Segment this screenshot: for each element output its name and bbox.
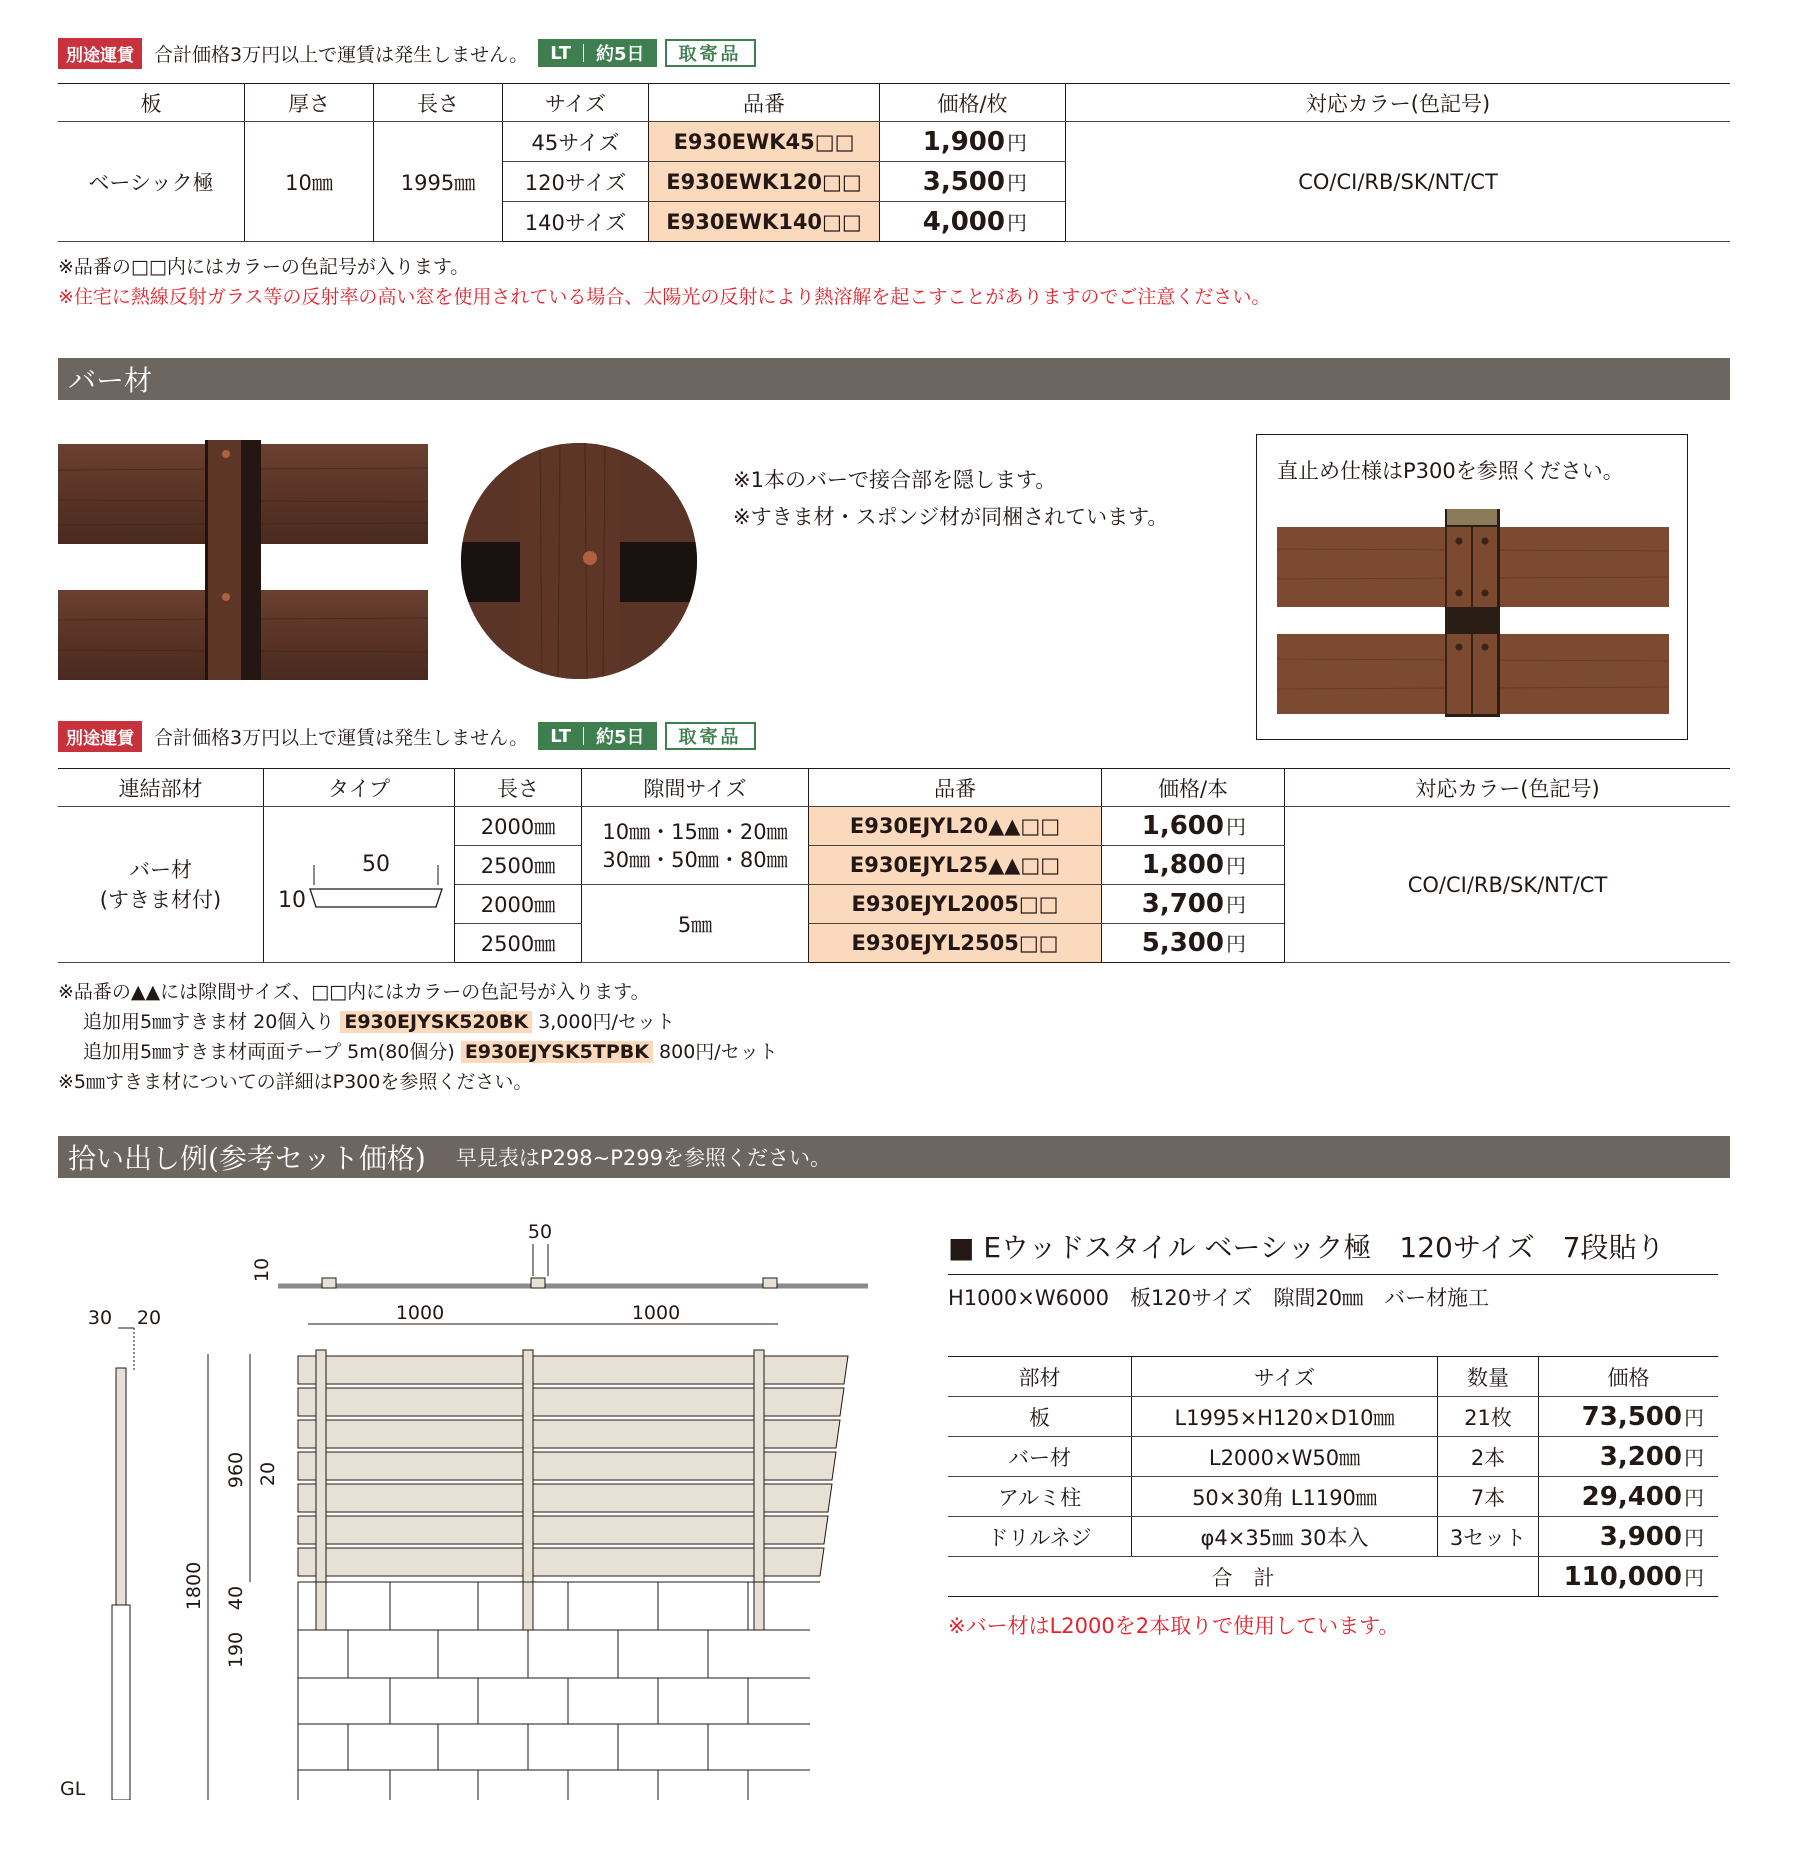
size-cell: 120サイズ bbox=[503, 162, 649, 202]
tape-line bbox=[58, 1037, 778, 1067]
size-cell: L1995×H120×D10㎜ bbox=[1132, 1397, 1438, 1437]
len-cell: 2500㎜ bbox=[455, 924, 582, 963]
lt-days: 約5日 bbox=[596, 727, 645, 748]
board-length: 1995㎜ bbox=[374, 122, 503, 242]
th-price: 価格 bbox=[1539, 1357, 1719, 1397]
gap-cell-5mm: 5㎜ bbox=[582, 885, 809, 963]
tape-label: 追加用5㎜すきま材両面テープ 5m(80個分) bbox=[83, 1041, 455, 1063]
example-title: ■ Eウッドスタイル ベーシック極 120サイズ 7段貼り bbox=[948, 1226, 1718, 1275]
size-cell: 140サイズ bbox=[503, 202, 649, 242]
size-cell: φ4×35㎜ 30本入 bbox=[1132, 1517, 1438, 1557]
code-cell: E930EJYL2505□□ bbox=[809, 924, 1102, 963]
lt-label: LT bbox=[550, 42, 572, 64]
direct-mount-photo bbox=[1277, 509, 1669, 717]
section-example-header bbox=[58, 1136, 1730, 1178]
dim-10-top: 10 bbox=[251, 1257, 273, 1283]
section-example-sub: 早見表はP298~P299を参照ください。 bbox=[455, 1146, 831, 1170]
bar-name-1: バー材 bbox=[129, 857, 192, 882]
total-price: 110,000 円 bbox=[1539, 1557, 1719, 1597]
code-cell: E930EWK120□□ bbox=[649, 162, 880, 202]
bar-colors: CO/CI/RB/SK/NT/CT bbox=[1285, 807, 1731, 963]
size-cell: L2000×W50㎜ bbox=[1132, 1437, 1438, 1477]
shipping-fee-badge: 別途運賃 bbox=[58, 721, 142, 752]
price-cell: 3,900 円 bbox=[1539, 1517, 1719, 1557]
dim-40: 40 bbox=[225, 1585, 247, 1611]
len-cell: 2000㎜ bbox=[455, 885, 582, 924]
gap-line-2: 30㎜・50㎜・80㎜ bbox=[602, 847, 788, 872]
board-thickness: 10㎜ bbox=[245, 122, 374, 242]
qty-cell: 7本 bbox=[1438, 1477, 1539, 1517]
th-code: 品番 bbox=[649, 84, 880, 122]
code-cell: E930EJYL25▲▲□□ bbox=[809, 846, 1102, 885]
qty-cell: 2本 bbox=[1438, 1437, 1539, 1477]
note-color-code: ※品番の□□内にはカラーの色記号が入ります。 bbox=[58, 256, 470, 278]
dim-1000-b: 1000 bbox=[631, 1302, 681, 1324]
dim-20: 20 bbox=[136, 1307, 162, 1329]
len-cell: 2500㎜ bbox=[455, 846, 582, 885]
part-cell: アルミ柱 bbox=[948, 1477, 1132, 1517]
dim-30: 30 bbox=[87, 1307, 113, 1329]
price-cell: 3,200 円 bbox=[1539, 1437, 1719, 1477]
th-qty: 数量 bbox=[1438, 1357, 1539, 1397]
th-board: 板 bbox=[58, 84, 245, 122]
lead-time-badge bbox=[538, 722, 656, 750]
code-cell: E930EJYL20▲▲□□ bbox=[809, 807, 1102, 846]
bar-name-2: (すきま材付) bbox=[99, 887, 222, 912]
th-connector: 連結部材 bbox=[58, 769, 264, 807]
price-cell: 1,600 円 bbox=[1102, 807, 1285, 846]
dim-20-gap: 20 bbox=[257, 1461, 279, 1487]
th-size: サイズ bbox=[1132, 1357, 1438, 1397]
qty-cell: 3セット bbox=[1438, 1517, 1539, 1557]
price-cell: 1,900 円 bbox=[880, 122, 1066, 162]
dim-960: 960 bbox=[225, 1451, 247, 1489]
shipping-fee-badge: 別途運賃 bbox=[58, 38, 142, 69]
spacer-pack-price: 3,000円/セット bbox=[538, 1011, 675, 1033]
th-gap: 隙間サイズ bbox=[582, 769, 809, 807]
dim-height: 10 bbox=[278, 888, 306, 913]
th-type: タイプ bbox=[264, 769, 455, 807]
bar-table bbox=[58, 768, 1730, 963]
lt-days: 約5日 bbox=[596, 44, 645, 65]
price-cell: 5,300 円 bbox=[1102, 924, 1285, 963]
direct-mount-box bbox=[1256, 434, 1688, 740]
bar-notes bbox=[733, 462, 1168, 536]
price-cell: 1,800 円 bbox=[1102, 846, 1285, 885]
dim-1000-a: 1000 bbox=[395, 1302, 445, 1324]
part-cell: 板 bbox=[948, 1397, 1132, 1437]
th-price: 価格/本 bbox=[1102, 769, 1285, 807]
price-cell: 73,500 円 bbox=[1539, 1397, 1719, 1437]
dim-50: 50 bbox=[527, 1221, 553, 1243]
spacer-pack-line bbox=[58, 1007, 778, 1037]
size-cell: 45サイズ bbox=[503, 122, 649, 162]
gap-cell bbox=[582, 807, 809, 885]
example-spec: H1000×W6000 板120サイズ 隙間20㎜ バー材施工 bbox=[948, 1286, 1490, 1310]
len-cell: 2000㎜ bbox=[455, 807, 582, 846]
bar-photo bbox=[58, 440, 428, 680]
dim-1800: 1800 bbox=[183, 1561, 205, 1611]
note-warning: ※住宅に熱線反射ガラス等の反射率の高い窓を使用されている場合、太陽光の反射により熱溶解を起こすことがありますのでご注意ください。 bbox=[58, 286, 1271, 308]
spacer-pack-code: E930EJYSK520BK bbox=[340, 1011, 532, 1033]
bar-note-1: ※1本のバーで接合部を隠します。 bbox=[733, 468, 1057, 492]
code-cell: E930EWK45□□ bbox=[649, 122, 880, 162]
board-name: ベーシック極 bbox=[58, 122, 245, 242]
order-item-badge: 取寄品 bbox=[665, 722, 756, 750]
size-cell: 50×30角 L1190㎜ bbox=[1132, 1477, 1438, 1517]
bar-closeup-photo bbox=[460, 442, 698, 680]
example-note: ※バー材はL2000を2本取りで使用しています。 bbox=[948, 1614, 1400, 1638]
tape-code: E930EJYSK5TPBK bbox=[461, 1041, 653, 1063]
example-table bbox=[948, 1356, 1718, 1597]
tape-price: 800円/セット bbox=[659, 1041, 778, 1063]
bar-note-2: ※すきま材・スポンジ材が同梱されています。 bbox=[733, 505, 1169, 529]
code-cell: E930EWK140□□ bbox=[649, 202, 880, 242]
th-code: 品番 bbox=[809, 769, 1102, 807]
dim-width: 50 bbox=[362, 852, 390, 877]
lead-time-badge bbox=[538, 39, 656, 67]
price-cell: 29,400 円 bbox=[1539, 1477, 1719, 1517]
board-table bbox=[58, 83, 1730, 242]
price-cell: 3,500 円 bbox=[880, 162, 1066, 202]
total-label: 合 計 bbox=[948, 1557, 1539, 1597]
bar-notes-block bbox=[58, 977, 778, 1097]
type-diagram-cell bbox=[264, 807, 455, 963]
board-colors: CO/CI/RB/SK/NT/CT bbox=[1066, 122, 1731, 242]
section-bar-title: バー材 bbox=[68, 364, 153, 397]
qty-cell: 21枚 bbox=[1438, 1397, 1539, 1437]
dim-190: 190 bbox=[225, 1631, 247, 1669]
th-part: 部材 bbox=[948, 1357, 1132, 1397]
part-cell: バー材 bbox=[948, 1437, 1132, 1477]
bar-note-codes: ※品番の▲▲には隙間サイズ、□□内にはカラーの色記号が入ります。 bbox=[58, 981, 650, 1003]
bar-name bbox=[58, 807, 264, 963]
th-colors: 対応カラー(色記号) bbox=[1285, 769, 1731, 807]
price-cell: 3,700 円 bbox=[1102, 885, 1285, 924]
spacer-pack-label: 追加用5㎜すきま材 20個入り bbox=[83, 1011, 335, 1033]
shipping-note: 合計価格3万円以上で運賃は発生しません。 bbox=[154, 726, 529, 749]
th-length: 長さ bbox=[374, 84, 503, 122]
label-gl: GL bbox=[60, 1778, 86, 1800]
shipping-badges-2 bbox=[58, 721, 756, 751]
order-item-badge: 取寄品 bbox=[665, 39, 756, 67]
th-price: 価格/枚 bbox=[880, 84, 1066, 122]
part-cell: ドリルネジ bbox=[948, 1517, 1132, 1557]
bar-profile-icon bbox=[274, 847, 444, 917]
th-length: 長さ bbox=[455, 769, 582, 807]
section-bar-header bbox=[58, 358, 1730, 400]
direct-mount-text: 直止め仕様はP300を参照ください。 bbox=[1277, 459, 1624, 483]
shipping-badges bbox=[58, 38, 756, 68]
lt-label: LT bbox=[550, 725, 572, 747]
section-example-title: 拾い出し例(参考セット価格) bbox=[68, 1142, 426, 1175]
shipping-note: 合計価格3万円以上で運賃は発生しません。 bbox=[154, 43, 529, 66]
fence-drawing bbox=[58, 1220, 888, 1800]
price-cell: 4,000 円 bbox=[880, 202, 1066, 242]
gap-line-1: 10㎜・15㎜・20㎜ bbox=[602, 819, 788, 844]
th-size: サイズ bbox=[503, 84, 649, 122]
spacer-detail-note: ※5㎜すきま材についての詳細はP300を参照ください。 bbox=[58, 1071, 533, 1093]
th-thickness: 厚さ bbox=[245, 84, 374, 122]
code-cell: E930EJYL2005□□ bbox=[809, 885, 1102, 924]
th-colors: 対応カラー(色記号) bbox=[1066, 84, 1731, 122]
